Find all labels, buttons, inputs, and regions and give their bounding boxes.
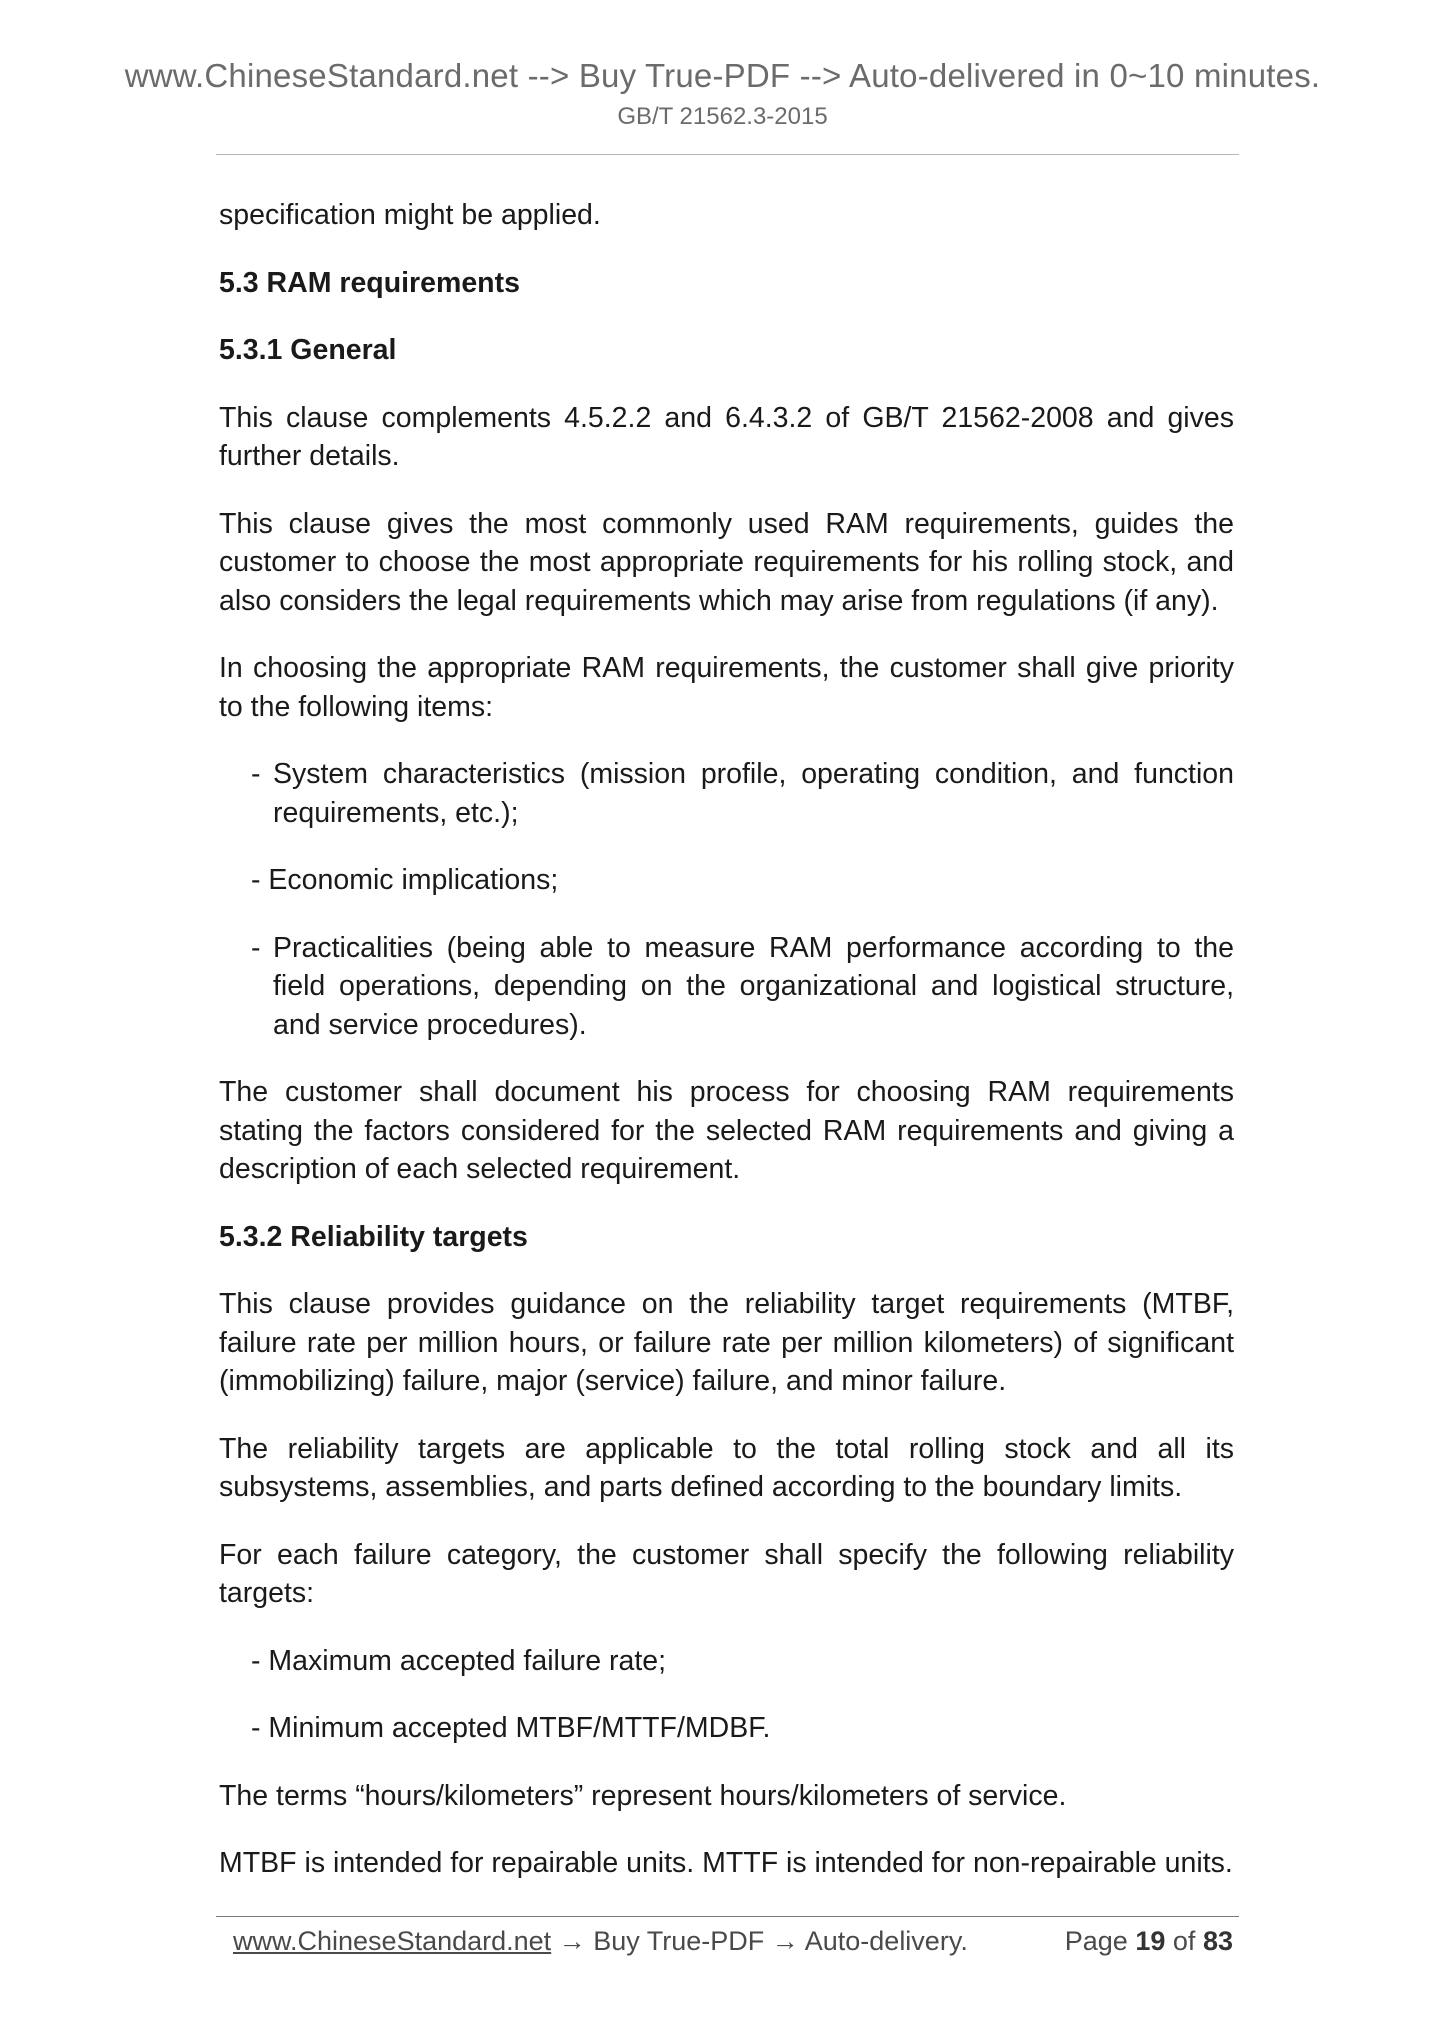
list-item: [251, 755, 1234, 832]
paragraph: This clause gives the most commonly used RAM requirements, guides the customer to choose the most appropriate requirements for his rolling stock, and also considers the legal requirements which may arise from regulations (if any).: [219, 507, 1234, 617]
page-indicator: [1065, 1923, 1233, 1959]
section-heading-5-3-2: 5.3.2 Reliability targets: [219, 1220, 528, 1253]
section-heading-5-3: 5.3 RAM requirements: [219, 266, 520, 299]
document-body: [219, 196, 1234, 1912]
list-item: [251, 1709, 1234, 1748]
page-header: [0, 56, 1445, 134]
header-banner: www.ChineseStandard.net --> Buy True-PDF --> Auto-delivered in 0~10 minutes.: [124, 57, 1321, 94]
header-divider: [216, 154, 1239, 155]
list-dash: -: [251, 1644, 269, 1677]
list-item-text: Economic implications;: [268, 864, 559, 896]
list-dash: -: [251, 864, 269, 896]
total-pages-number: 83: [1202, 1926, 1233, 1956]
paragraph: The reliability targets are applicable to the total rolling stock and all its subsystems, assemblies, and parts defined according to the boundary limits.: [219, 1432, 1234, 1503]
of-label: of: [1172, 1926, 1196, 1956]
paragraph: This clause provides guidance on the reliability target requirements (MTBF, failure rate per million hours, or failure rate per million kilometers) of significant (immobilizing) failure, major (service) failure, and minor failure.: [219, 1288, 1234, 1397]
intro-paragraph: specification might be applied.: [219, 199, 601, 231]
list-dash: -: [251, 1712, 269, 1744]
list-item-text: Maximum accepted failure rate;: [268, 1644, 667, 1677]
footer-left: [233, 1923, 968, 1959]
footer-divider: [216, 1916, 1239, 1917]
list-item-text: System characteristics (mission profile, operating condition, and function requirements, etc.);: [273, 758, 1234, 829]
standard-number: GB/T 21562.3-2015: [617, 103, 828, 130]
current-page-number: 19: [1135, 1926, 1166, 1956]
paragraph: The terms “hours/kilometers” represent hours/kilometers of service.: [219, 1779, 1067, 1812]
list-item: [251, 929, 1234, 1045]
list-dash: -: [251, 931, 261, 964]
paragraph: For each failure category, the customer shall specify the following reliability targets:: [219, 1538, 1234, 1609]
list-dash: -: [251, 758, 261, 790]
list-item-text: Minimum accepted MTBF/MTTF/MDBF.: [268, 1712, 771, 1744]
list-item: [251, 861, 1234, 900]
paragraph: This clause complements 4.5.2.2 and 6.4.3.2 of GB/T 21562-2008 and gives further details.: [219, 401, 1234, 472]
list-item: [251, 1642, 1234, 1681]
list-item-text: Practicalities (being able to measure RAM performance according to the field operations, depending on the organizational and logistical structure, and service procedures).: [273, 931, 1234, 1041]
paragraph: In choosing the appropriate RAM requirements, the customer shall give priority to the following items:: [219, 652, 1234, 723]
page-label: Page: [1064, 1926, 1128, 1956]
footer-site-link[interactable]: www.ChineseStandard.net: [233, 1926, 552, 1956]
section-heading-5-3-1: 5.3.1 General: [219, 334, 397, 366]
footer-promo-text: → Buy True-PDF → Auto-delivery.: [551, 1926, 968, 1956]
paragraph: MTBF is intended for repairable units. MTTF is intended for non-repairable units.: [219, 1847, 1233, 1879]
paragraph: The customer shall document his process for choosing RAM requirements stating the factors considered for the selected RAM requirements and giving a description of each selected requirement.: [219, 1076, 1234, 1185]
